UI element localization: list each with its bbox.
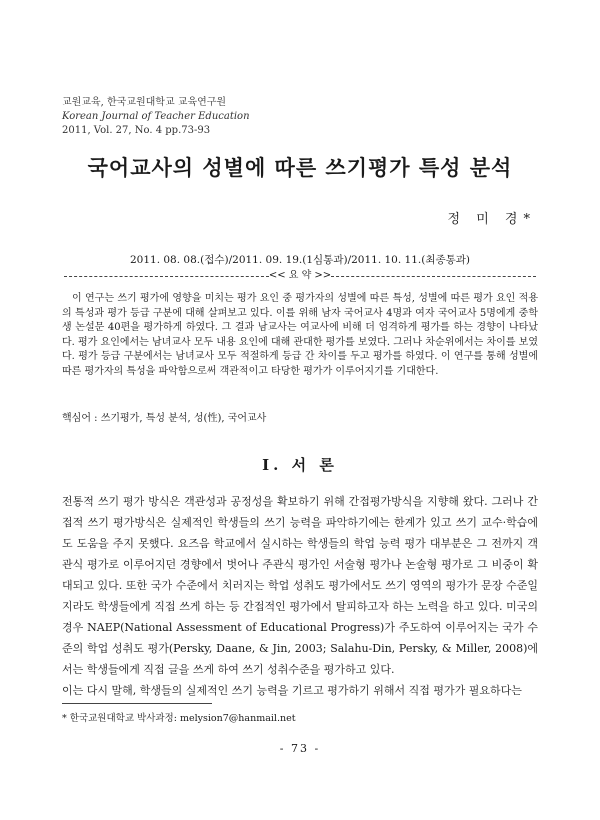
keywords: 핵심어 : 쓰기평가, 특성 분석, 성(性), 국어교사 <box>62 413 267 424</box>
abstract-text: 이 연구는 쓰기 평가에 영향을 미치는 평가 요인 중 평가자의 성별에 따른 특성, 성별에 따른 평가 요인 적용의 특성과 평가 등급 구분에 대해 살펴보고 있다. 이를 위해 남자 국어교사 4명과 여자 국어교사 5명에게 중학생 논설문 40편을 평가하게 하였다. 그 결과 남교사는 여교사에 비해 더 엄격하게 평가를 하는 경향이 나타났다. 평가 요인에서는 남녀교사 모두 내용 요인에 대해 관대한 평가를 보였다. 그러나 차순위에서는 차이를 보였다. 평가 등급 구분에서는 남녀교사 모두 적절하게 등급 간 차이를 두고 평가를 하였다. 이 연구를 통해 성별에 따른 평가자의 특성을 파악함으로써 객관적이고 타당한 평가가 이루어지기를 기대한다. <box>62 293 538 377</box>
review-dates: 2011. 08. 08.(접수)/2011. 09. 19.(1심통과)/2011. 10. 11.(최종통과) <box>129 254 470 266</box>
section-title-introduction: Ⅰ. 서 론 <box>262 456 338 474</box>
journal-header <box>62 96 250 138</box>
journal-volume: 2011, Vol. 27, No. 4 pp.73-93 <box>62 125 211 136</box>
abstract-divider <box>64 270 536 282</box>
body-paragraph: 전통적 쓰기 평가 방식은 객관성과 공정성을 확보하기 위해 간접평가방식을 지향해 왔다. 그러나 간접적 쓰기 평가방식은 실제적인 학생들의 쓰기 능력을 파악하기에는 한계가 있고 쓰기 교수·학습에도 도움을 주지 못했다. 요즈음 학교에서 실시하는 학생들의 학업 능력 평가 대부분은 그 전까지 객관식 평가로 이루어지던 경향에서 벗어나 주관식 평가인 서술형 평가나 논술형 평가로 그 비중이 확대되고 있다. 또한 국가 수준에서 치러지는 학업 성취도 평가에서도 쓰기 영역의 평가가 문장 수준일지라도 학생들에게 직접 쓰게 하는 등 간접적인 평가에서 탈피하고자 하는 노력을 하고 있다. 미국의 경우 NAEP(National Assessment of Educational Progress)가 주도하여 이루어지는 국가 수준의 학업 성취도 평가(Persky, Daane, & Jin, 2003; Salahu-Din, Persky, & Miller, 2008)에서는 학생들에게 직접 글을 쓰게 하여 쓰기 성취수준을 평가하고 있다. <box>62 495 538 676</box>
body-paragraph: 이는 다시 말해, 학생들의 실제적인 쓰기 능력을 기르고 평가하기 위해서 직접 평가가 필요하다는 <box>62 684 522 697</box>
author-name: 정 미 경* <box>447 212 536 227</box>
abstract-label: << 요 약 >> <box>268 270 332 281</box>
footnote-divider <box>62 703 212 704</box>
page-number: - 73 - <box>279 742 321 755</box>
divider-line-right <box>331 276 536 277</box>
author-footnote: * 한국교원대학교 박사과정: melysion7@hanmail.net <box>62 713 296 724</box>
journal-name-ko: 교원교육, 한국교원대학교 교육연구원 <box>62 97 227 108</box>
journal-name-en: Korean Journal of Teacher Education <box>62 111 250 122</box>
paper-title: 국어교사의 성별에 따른 쓰기평가 특성 분석 <box>87 155 513 180</box>
body-text <box>62 491 538 701</box>
